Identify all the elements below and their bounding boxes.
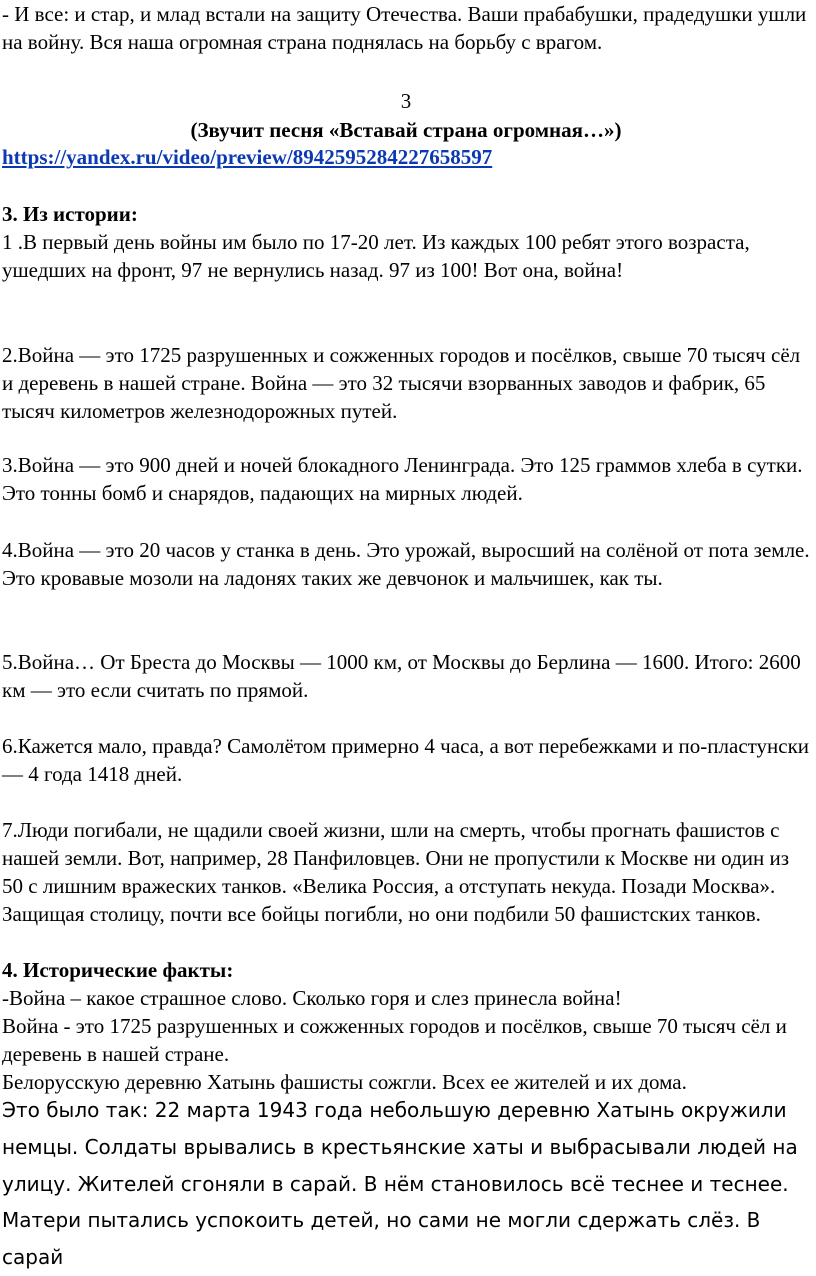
video-link-line	[2, 143, 810, 171]
facts-line-2: Война - это 1725 разрушенных и сожженных городов и посёлков, свыше 70 тысяч сёл и деревень в нашей стране.	[2, 1014, 787, 1066]
history-paragraph-5: 5.Война… От Бреста до Москвы — 1000 км, от Москвы до Берлина — 1600. Итого: 2600 км — это если считать по прямой.	[2, 650, 801, 702]
facts-line-3: Белорусскую деревню Хатынь фашисты сожгли. Всех ее жителей и их дома.	[2, 1070, 687, 1094]
history-paragraph-4: 4.Война — это 20 часов у станка в день. Это урожай, выросший на солёной от пота земле. Это кровавые мозоли на ладонях таких же девчонок и мальчишек, как ты.	[2, 538, 810, 590]
history-paragraph-7: 7.Люди погибали, не щадили своей жизни, шли на смерть, чтобы прогнать фашистов с нашей земли. Вот, например, 28 Панфиловцев. Они не пропустили к Москве ни один из 50 с лишним вражеских танков. «Велика Россия, а отступать некуда. Позади Москва». Защищая столицу, почти все бойцы погибли, но они подбили 50 фашистских танков.	[2, 818, 790, 926]
intro-paragraph: - И все: и стар, и млад встали на защиту Отечества. Ваши прабабушки, прадедушки ушли на войну. Вся наша огромная страна поднялась на борьбу с врагом.	[2, 2, 807, 54]
facts-line-1: -Война – какое страшное слово. Сколько горя и слез принесла война!	[2, 986, 622, 1010]
section3-heading: 3. Из истории:	[2, 202, 138, 226]
history-paragraph-6: 6.Кажется мало, правда? Самолётом примерно 4 часа, а вот перебежками и по-пластунски — 4 года 1418 дней.	[2, 734, 810, 786]
video-link[interactable]: https://yandex.ru/video/preview/8942595284227658597	[2, 145, 493, 169]
section4-heading: 4. Исторические факты:	[2, 958, 234, 982]
page-number: 3	[400, 89, 412, 113]
history-paragraph-1: 1 .В первый день войны им было по 17-20 лет. Из каждых 100 ребят этого возраста, ушедших на фронт, 97 не вернулись назад. 97 из 100! Вот она, война!	[2, 230, 750, 282]
history-paragraph-2: 2.Война — это 1725 разрушенных и сожженных городов и посёлков, свыше 70 тысяч сёл и деревень в нашей стране. Война — это 32 тысячи взорванных заводов и фабрик, 65 тысяч километров железнодорожных путей.	[2, 343, 801, 423]
history-paragraph-3: 3.Война — это 900 дней и ночей блокадного Ленинграда. Это 125 граммов хлеба в сутки. Это тонны бомб и снарядов, падающих на мирных людей.	[2, 453, 803, 505]
song-heading: (Звучит песня «Вставай страна огромная…»)	[190, 118, 622, 142]
khatyn-story: Это было так: 22 марта 1943 года небольшую деревню Хатынь окружили немцы. Солдаты врывались в крестьянские хаты и выбрасывали людей на улицу. Жителей сгоняли в сарай. В нём становилось всё теснее и теснее. Матери пытались успокоить детей, но сами не могли сдержать слёз. В сарай	[2, 1098, 798, 1270]
